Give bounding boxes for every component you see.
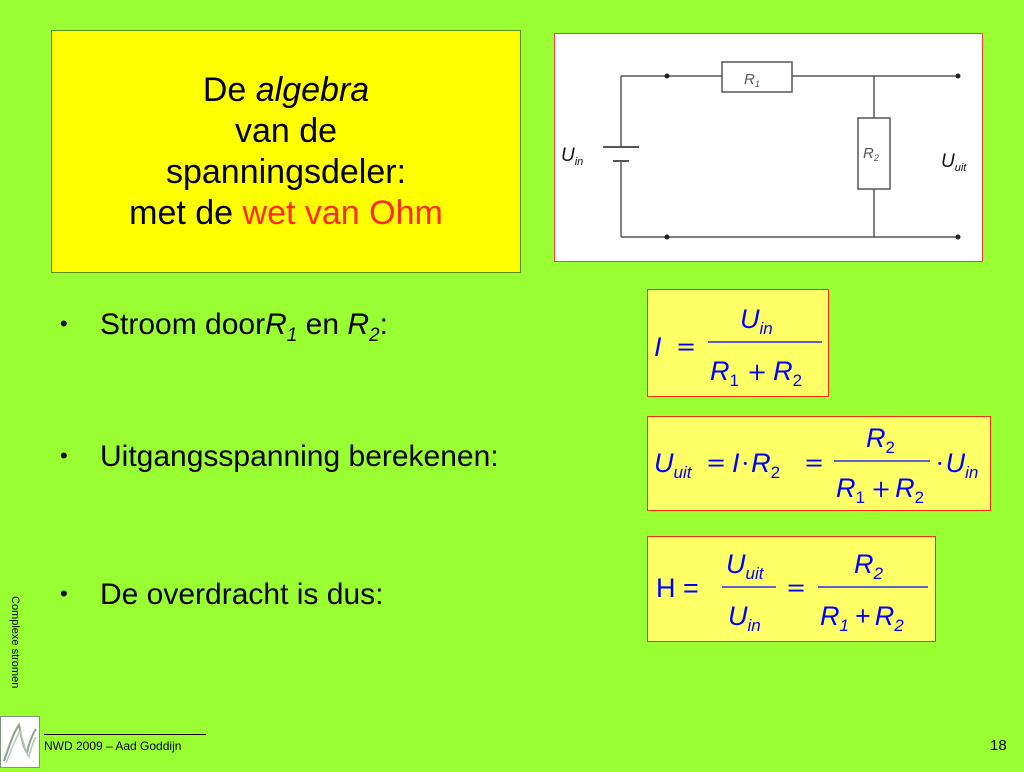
- formula-current-lhs: I: [654, 332, 662, 362]
- formula-output-voltage: [647, 416, 991, 511]
- r1-label: $R_1$: [744, 71, 760, 89]
- title-line-1: De algebra: [202, 70, 370, 109]
- footer-credit: NWD 2009 – Aad Goddijn: [44, 739, 182, 753]
- formula-current-numerator: $U_{in}$: [740, 304, 773, 338]
- node-dot: [956, 74, 961, 79]
- logo-icon: [0, 716, 40, 768]
- formula-current-equals: =: [676, 333, 697, 361]
- bullet-current: • Stroom door $R_1$ en $R_2$ :: [60, 308, 388, 346]
- formula-current: [647, 289, 829, 397]
- title-emphasis-ohm: wet van Ohm: [242, 193, 443, 232]
- formula-transfer-numerator: $U_{uit}$: [726, 549, 764, 583]
- formula-transfer-equals: =: [786, 574, 807, 602]
- circuit-svg: [555, 34, 982, 261]
- node-dot: [665, 74, 670, 79]
- formula-current-denominator: $R_1 + R_2$: [710, 356, 803, 390]
- formula-output-equals-2: =: [804, 449, 825, 477]
- bullet-marker: •: [60, 311, 68, 336]
- voltage-divider-circuit: [554, 33, 983, 262]
- bullet-transfer: • De overdracht is dus:: [60, 578, 384, 611]
- footer-divider: [44, 734, 206, 735]
- uuit-label: $U_{uit}$: [941, 151, 967, 174]
- formula-output-numerator: $R_2$: [866, 423, 895, 457]
- formula-transfer-denominator-2: $R_1 + R_2$: [820, 601, 904, 635]
- side-course-label: Complexe stromen: [9, 596, 21, 689]
- formula-transfer-denominator: $U_{in}$: [728, 601, 761, 635]
- formula-transfer-numerator-2: $R_2$: [854, 549, 883, 583]
- formula-transfer-lhs: H =: [656, 573, 699, 603]
- formula-output-denominator: $R_1 + R_2$: [836, 473, 925, 507]
- slide-title: [51, 30, 521, 273]
- node-dot: [665, 235, 670, 240]
- title-line-4: met de wet van Ohm: [129, 193, 443, 232]
- page-number: 18: [990, 737, 1007, 754]
- bullet-marker: •: [60, 581, 68, 606]
- title-line-2: van de: [234, 111, 338, 150]
- uin-label: $U_{in}$: [561, 145, 584, 168]
- formula-output-middle: $I\cdot R_2$: [732, 448, 781, 482]
- bullet-marker: •: [60, 443, 68, 468]
- title-emphasis-algebra: algebra: [255, 70, 370, 109]
- formula-output-equals-1: =: [706, 449, 727, 477]
- bullet-output-voltage: • Uitgangsspanning berekenen:: [60, 440, 499, 473]
- formula-output-tail: $\cdot U_{in}$: [936, 448, 979, 482]
- formula-transfer: [647, 536, 936, 642]
- r2-label: $R_2$: [863, 145, 879, 163]
- title-line-3: spanningsdeler:: [165, 152, 407, 191]
- formula-output-lhs: $U_{uit}$: [654, 448, 692, 482]
- node-dot: [956, 235, 961, 240]
